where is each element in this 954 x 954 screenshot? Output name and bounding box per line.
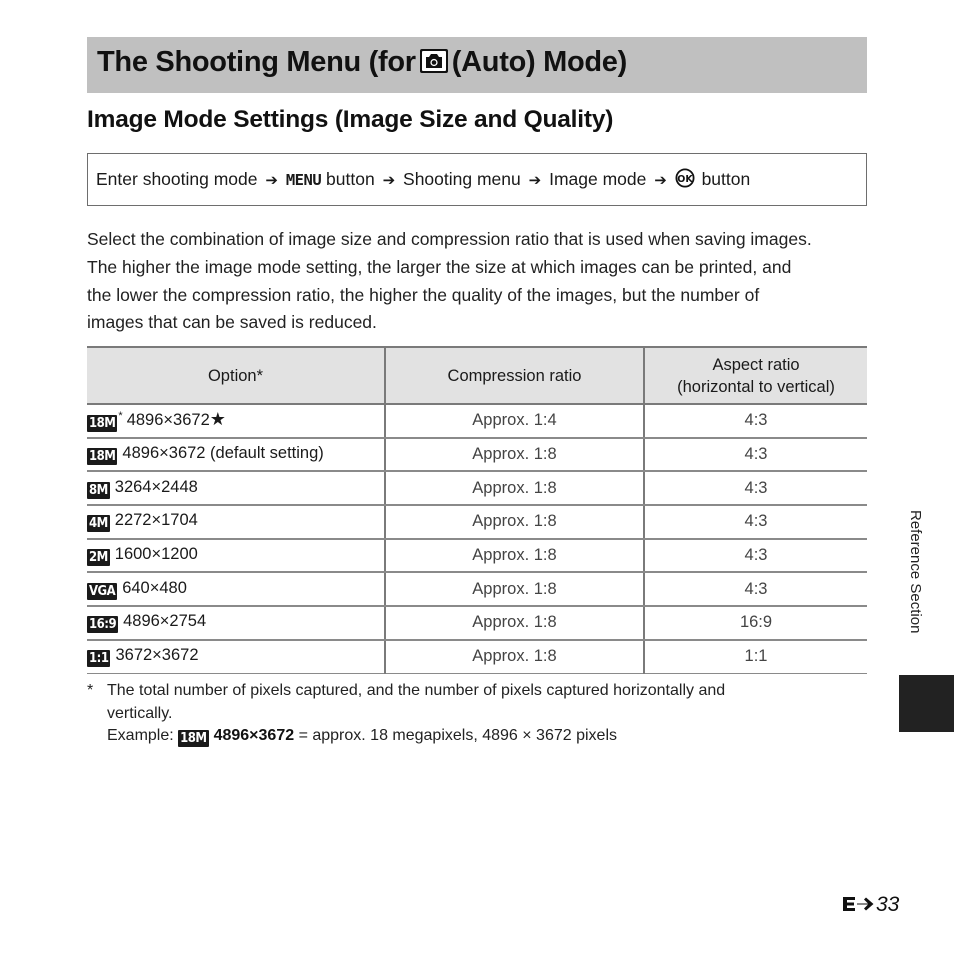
- star-icon: ★: [209, 409, 226, 430]
- header-aspect: [644, 347, 867, 404]
- option-cell: [87, 640, 385, 673]
- option-label: 4896×3672: [126, 411, 210, 430]
- navigation-path-box: [87, 153, 867, 206]
- table-row: [87, 438, 867, 472]
- option-label: 640×480: [122, 578, 187, 597]
- aspect-cell: 4:3: [644, 505, 867, 539]
- option-label: 3672×3672: [115, 646, 199, 665]
- table-row: [87, 606, 867, 640]
- image-mode-4m-icon: 4M: [89, 516, 108, 532]
- description-line: images that can be saved is reduced.: [87, 312, 377, 333]
- compression-cell: Approx. 1:8: [385, 471, 644, 505]
- option-label: 4896×2754: [123, 612, 207, 631]
- option-label: 3264×2448: [114, 477, 198, 496]
- nav-step-button: button: [326, 169, 375, 189]
- aspect-cell: 1:1: [644, 640, 867, 673]
- aspect-cell: 4:3: [644, 404, 867, 438]
- image-mode-table: [87, 346, 867, 674]
- option-cell: [87, 572, 385, 606]
- description-line: the lower the compression ratio, the higher the quality of the images, but the number of: [87, 284, 760, 305]
- arrow-right-icon: ➔: [265, 171, 278, 189]
- nav-step-shooting-menu: Shooting menu: [403, 169, 521, 189]
- option-label: 1600×1200: [114, 545, 198, 564]
- aspect-cell: 4:3: [644, 471, 867, 505]
- option-cell: [87, 606, 385, 640]
- camera-icon: [419, 48, 449, 82]
- header-option: Option*: [87, 347, 385, 404]
- image-mode-18m-icon: 18M: [89, 416, 116, 432]
- table-header-row: [87, 347, 867, 404]
- page-number: [841, 893, 899, 920]
- aspect-cell: 4:3: [644, 438, 867, 472]
- title-text-start: The Shooting Menu (for: [97, 46, 416, 78]
- menu-button-glyph: MENU: [285, 171, 322, 189]
- table-row: [87, 404, 867, 438]
- ok-button-icon: [675, 168, 695, 193]
- option-cell: [87, 471, 385, 505]
- aspect-cell: 16:9: [644, 606, 867, 640]
- compression-cell: Approx. 1:8: [385, 572, 644, 606]
- section-subtitle: Image Mode Settings (Image Size and Quality): [87, 106, 614, 133]
- aspect-cell: 4:3: [644, 539, 867, 573]
- svg-text:OK: OK: [676, 174, 693, 185]
- compression-cell: Approx. 1:8: [385, 438, 644, 472]
- image-mode-1-1-icon: 1:1: [89, 651, 109, 667]
- example-rest: = approx. 18 megapixels, 4896 × 3672 pixels: [298, 727, 617, 744]
- nav-step-shooting-mode: Enter shooting mode: [96, 169, 258, 189]
- arrow-right-icon: ➔: [528, 171, 542, 189]
- description: [87, 226, 877, 337]
- header-aspect-line2: (horizontal to vertical): [677, 377, 835, 396]
- nav-step-image-mode: Image mode: [549, 169, 647, 189]
- side-section-label: [902, 510, 926, 660]
- side-section-text: Reference Section: [907, 510, 924, 634]
- compression-cell: Approx. 1:8: [385, 505, 644, 539]
- page-number-text: 33: [876, 893, 900, 916]
- table-row: [87, 471, 867, 505]
- compression-cell: Approx. 1:8: [385, 640, 644, 673]
- nav-step-ok-button: button: [701, 169, 751, 189]
- footnote-example: [107, 725, 847, 748]
- option-cell: [87, 539, 385, 573]
- reference-e-icon: [841, 894, 875, 920]
- navigation-path: [96, 168, 750, 193]
- image-mode-18m-icon: 18M: [89, 449, 116, 465]
- footnote-line: The total number of pixels captured, and the number of pixels captured horizontally and: [107, 682, 726, 699]
- image-mode-vga-icon: VGA: [89, 583, 116, 599]
- compression-cell: Approx. 1:8: [385, 539, 644, 573]
- page-title: [97, 46, 627, 82]
- example-bold: 4896×3672: [213, 727, 295, 744]
- example-label: Example:: [107, 727, 174, 744]
- compression-cell: Approx. 1:8: [385, 606, 644, 640]
- option-cell: [87, 505, 385, 539]
- header-aspect-line1: Aspect ratio: [712, 355, 800, 374]
- description-line: Select the combination of image size and compression ratio that is used when saving images.: [87, 229, 812, 249]
- option-label: 2272×1704: [114, 511, 198, 530]
- title-text-end: (Auto) Mode): [451, 46, 627, 78]
- option-cell: [87, 438, 385, 472]
- side-section-tab: [899, 675, 954, 732]
- footnote-mark: *: [87, 682, 94, 699]
- arrow-right-icon: ➔: [654, 171, 667, 189]
- image-mode-2m-icon: 2M: [89, 550, 108, 566]
- aspect-cell: 4:3: [644, 572, 867, 606]
- image-mode-18m-icon: 18M: [180, 731, 207, 746]
- image-mode-8m-icon: 8M: [89, 482, 108, 498]
- footnote-body: [107, 680, 847, 748]
- table-row: [87, 539, 867, 573]
- description-line: The higher the image mode setting, the larger the size at which images can be printed, and: [87, 256, 792, 277]
- title-bar: [87, 37, 867, 93]
- compression-cell: Approx. 1:4: [385, 404, 644, 438]
- fine-quality-star-mark: *: [118, 410, 123, 423]
- table-row: [87, 640, 867, 673]
- option-cell: [87, 404, 385, 438]
- footnote-line: vertically.: [107, 704, 173, 722]
- option-label: 4896×3672 (default setting): [122, 444, 324, 463]
- image-mode-16-9-icon: 16:9: [89, 617, 117, 633]
- footnote: [87, 680, 847, 748]
- header-compression: Compression ratio: [385, 347, 644, 404]
- table-row: [87, 572, 867, 606]
- arrow-right-icon: ➔: [382, 171, 396, 189]
- table-row: [87, 505, 867, 539]
